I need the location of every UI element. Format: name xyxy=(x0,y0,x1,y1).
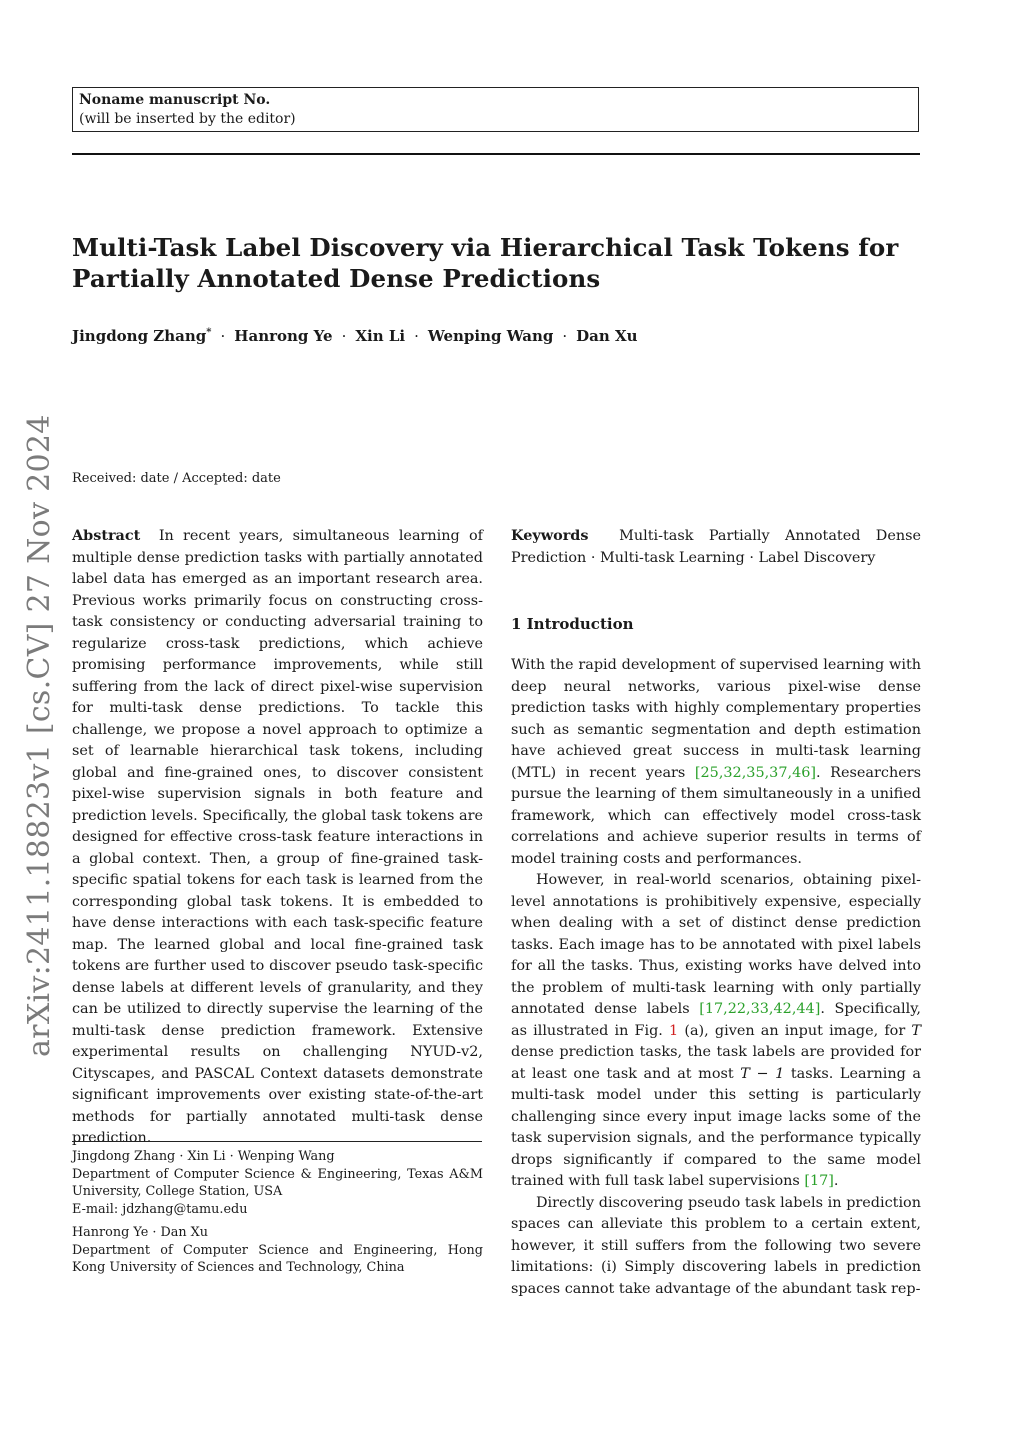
citation-link[interactable]: [25,32,35,37,46] xyxy=(694,764,816,781)
intro-paragraph-3: Directly discovering pseudo task labels in prediction spaces can alleviate this problem to a certain extent, however, it still suffers from the following two severe limitations: (i) Simply discovering labels in prediction spaces cannot take advantage of the abundant task rep- xyxy=(511,1194,921,1297)
keywords-text: Multi-task Partially Annotated Dense Prediction · Multi-task Learning · Label Discovery xyxy=(511,528,922,566)
section-heading-introduction: 1 Introduction xyxy=(511,615,634,633)
manuscript-label: Noname manuscript No. xyxy=(79,92,271,108)
intro-paragraph-1: With the rapid development of supervised learning with deep neural networks, various pixel-wise dense prediction tasks with highly complementary properties such as semantic segmentation and depth estimation have achieved great success in multi-task learning (MTL) in recent years [25,32,35,37,46]. Researchers pursue the learning of them simultaneously in a unified framework, which can effectively model cross-task correlations and achieve superior results in terms of model training costs and performances. xyxy=(511,657,921,867)
introduction-body xyxy=(511,655,921,1300)
affiliation-names: Hanrong Ye · Dan Xu xyxy=(72,1225,209,1240)
manuscript-number-box xyxy=(72,87,919,132)
affiliation-2 xyxy=(72,1224,483,1277)
affiliation-1 xyxy=(72,1148,483,1218)
paper-title xyxy=(72,232,922,294)
author-separator: · xyxy=(562,327,568,345)
affiliation-names: Jingdong Zhang · Xin Li · Wenping Wang xyxy=(72,1149,335,1164)
keywords-label: Keywords xyxy=(511,527,589,544)
header-rule xyxy=(72,153,920,155)
intro-paragraph-2: However, in real-world scenarios, obtaining pixel-level annotations is prohibitively expensive, especially when dealing with a set of distinct dense prediction tasks. Each image has to be annotated with pixel labels for all the tasks. Thus, existing works have delved into the problem of multi-task learning with only partially annotated dense labels [17,22,33,42,44]. Specifically, as illustrated in Fig. 1 (a), given an input image, for T dense prediction tasks, the task labels are provided for at least one task and at most T − 1 tasks. Learning a multi-task model under this setting is particularly challenging since every input image lacks some of the task supervision signals, and the performance typically drops significantly if compared to the same model trained with full task label supervisions [17]. xyxy=(511,872,921,1189)
abstract-label: Abstract xyxy=(72,527,141,544)
author-separator: · xyxy=(414,327,419,345)
author-list xyxy=(72,322,922,347)
author: Dan Xu xyxy=(576,327,638,345)
title-line-2: Partially Annotated Dense Predictions xyxy=(72,264,601,293)
affiliation-dept: Department of Computer Science and Engineering, Hong Kong University of Sciences and Technology, China xyxy=(72,1242,483,1275)
author: Xin Li xyxy=(355,327,406,345)
title-line-1: Multi-Task Label Discovery via Hierarchical Task Tokens for xyxy=(72,233,899,262)
keywords xyxy=(511,525,921,569)
author: Jingdong Zhang xyxy=(72,327,207,345)
affiliation-email: E-mail: jdzhang@tamu.edu xyxy=(72,1201,248,1217)
footnote-rule xyxy=(72,1141,482,1142)
author-separator: · xyxy=(220,327,226,345)
author: Hanrong Ye xyxy=(234,327,333,345)
citation-link[interactable]: [17] xyxy=(804,1173,834,1189)
figure-link[interactable]: 1 xyxy=(669,1022,679,1039)
corresponding-author-mark: * xyxy=(206,327,212,338)
manuscript-note: (will be inserted by the editor) xyxy=(79,111,296,127)
abstract-text: In recent years, simultaneous learning of multiple dense prediction tasks with partially annotated label data has emerged as an important research area. Previous works primarily focus on constructing cross-task consistency or conducting adversarial training to regularize cross-task predictions, which achieve promising performance improvements, while still suffering from the lack of direct pixel-wise supervision for multi-task dense predictions. To tackle this challenge, we propose a novel approach to optimize a set of learnable hierarchical task tokens, including global and fine-grained ones, to discover consistent pixel-wise supervision signals in both feature and prediction levels. Specifically, the global task tokens are designed for effective cross-task feature interactions in a global context. Then, a group of fine-grained task-specific spatial tokens for each task is learned from the corresponding global task tokens. It is embedded to have dense interactions with each task-specific feature map. The learned global and local fine-grained task tokens are further used to discover pseudo task-specific dense labels at different levels of granularity, and they can be utilized to directly supervise the learning of the multi-task dense prediction framework. Extensive experimental results on challenging NYUD-v2, Cityscapes, and PASCAL Context datasets demonstrate significant improvements over existing state-of-the-art methods for partially annotated multi-task dense prediction. xyxy=(72,528,483,1146)
author: Wenping Wang xyxy=(427,327,554,345)
citation-link[interactable]: [17,22,33,42,44] xyxy=(699,1001,821,1017)
received-date: Received: date / Accepted: date xyxy=(72,471,281,486)
abstract xyxy=(72,525,483,1150)
author-separator: · xyxy=(341,327,347,345)
affiliation-dept: Department of Computer Science & Engineering, Texas A&M University, College Station, USA xyxy=(72,1166,483,1199)
